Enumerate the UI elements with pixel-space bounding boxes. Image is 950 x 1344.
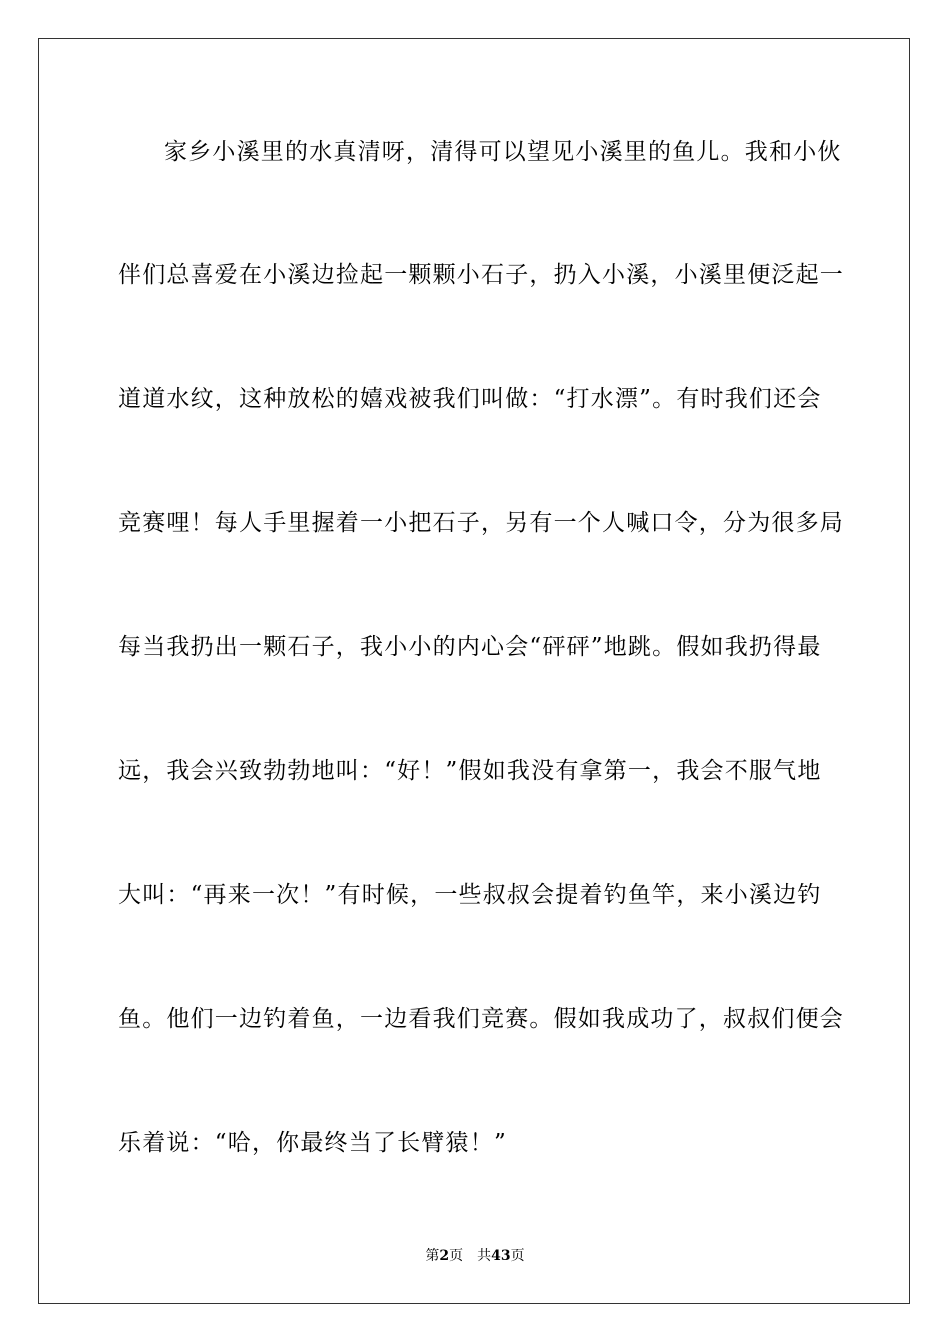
paragraph-line-4: 竞赛哩！每人手里握着一小把石子，另有一个人喊口令，分为很多局 — [118, 510, 844, 536]
page-label-suffix: 页 — [449, 1248, 464, 1264]
paragraph-line-3: 道道水纹，这种放松的嬉戏被我们叫做：“打水漂”。有时我们还会 — [118, 386, 822, 412]
total-label-prefix: 共 — [477, 1248, 492, 1264]
page-border — [38, 38, 910, 1304]
paragraph-line-2: 伴们总喜爱在小溪边捡起一颗颗小石子，扔入小溪，小溪里便泛起一 — [118, 262, 844, 288]
paragraph-line-1: 家乡小溪里的水真清呀，清得可以望见小溪里的鱼儿。我和小伙 — [164, 139, 842, 165]
paragraph-line-7: 大叫：“再来一次！”有时候，一些叔叔会提着钓鱼竿，来小溪边钓 — [118, 882, 822, 908]
paragraph-line-6: 远，我会兴致勃勃地叫：“好！”假如我没有拿第一，我会不服气地 — [118, 758, 822, 784]
page-label-prefix: 第 — [425, 1248, 440, 1264]
total-page-count: 43 — [491, 1248, 511, 1264]
current-page-number: 2 — [439, 1248, 450, 1264]
paragraph-line-5: 每当我扔出一颗石子，我小小的内心会“砰砰”地跳。假如我扔得最 — [118, 634, 822, 660]
page-footer — [0, 1247, 950, 1265]
paragraph-line-9: 乐着说：“哈，你最终当了长臂猿！” — [118, 1130, 507, 1156]
paragraph-line-8: 鱼。他们一边钓着鱼，一边看我们竞赛。假如我成功了，叔叔们便会 — [118, 1006, 844, 1032]
total-label-suffix: 页 — [510, 1248, 525, 1264]
